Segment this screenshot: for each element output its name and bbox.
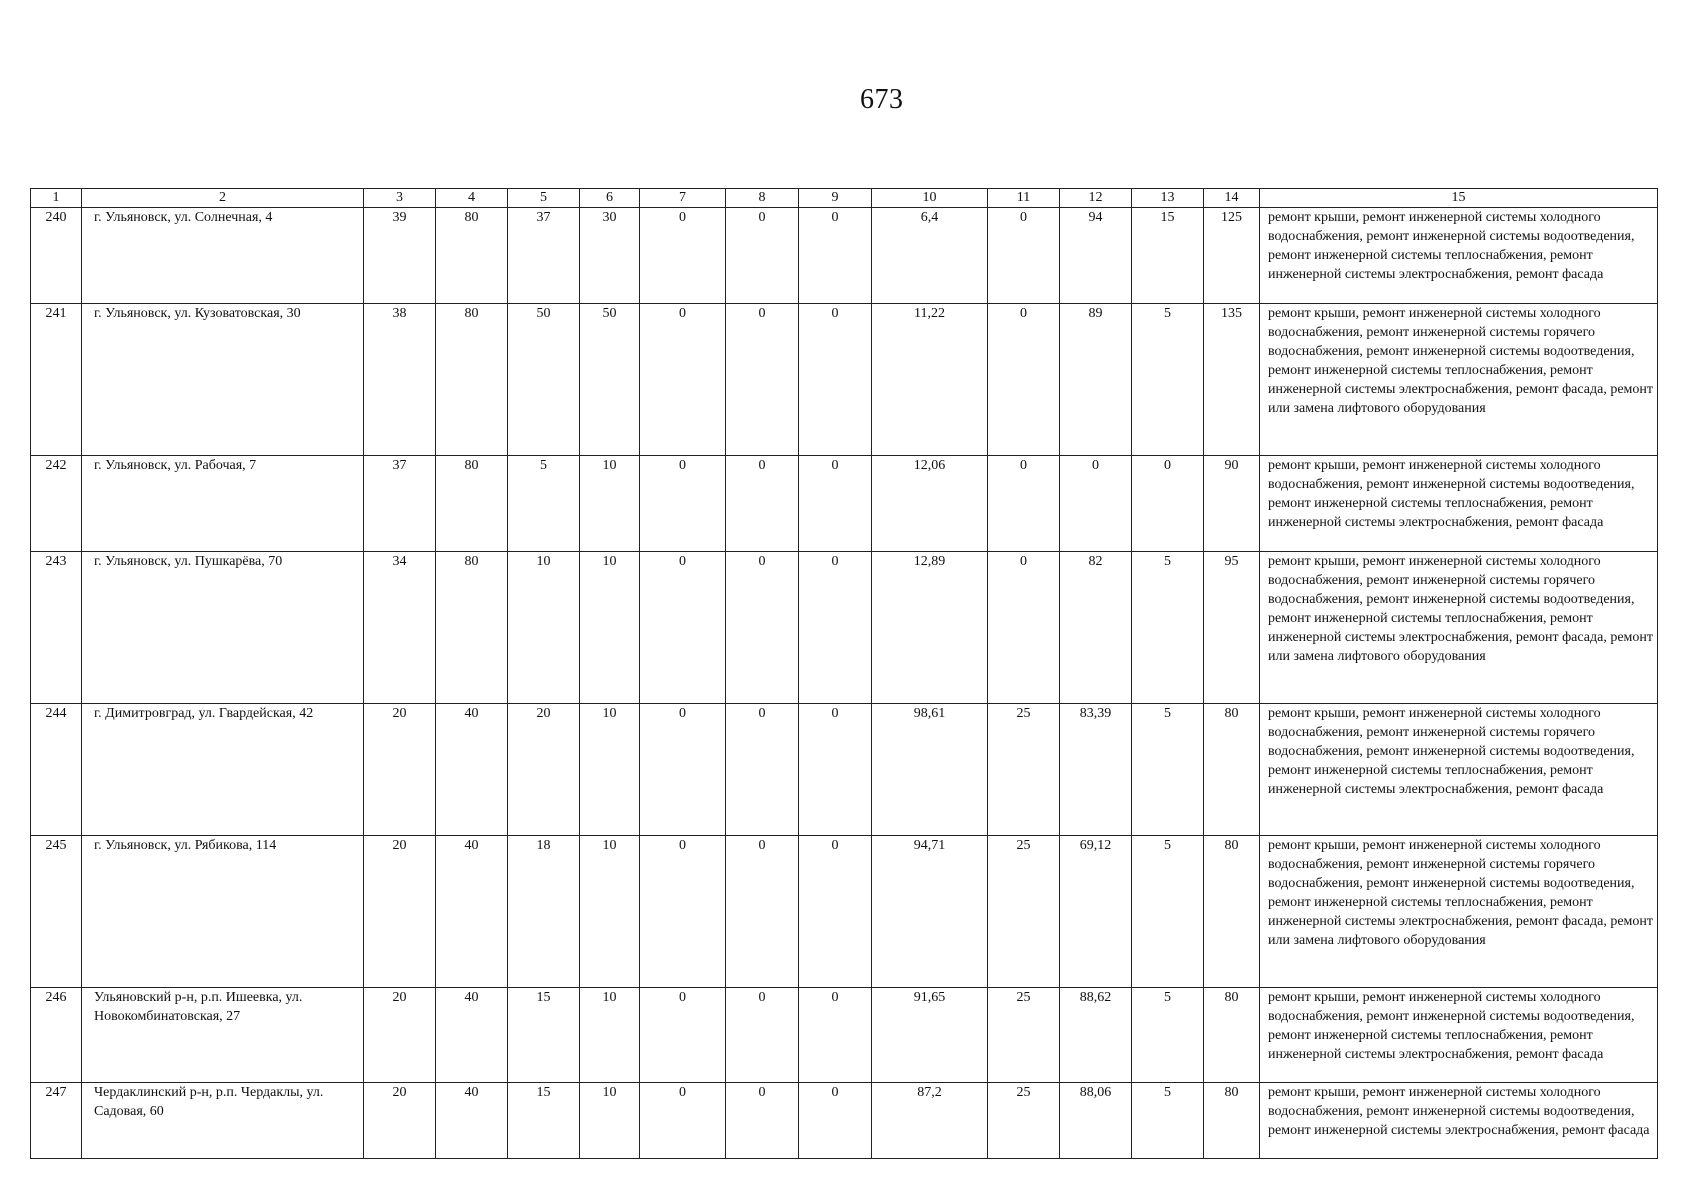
value-cell: 0 bbox=[640, 704, 726, 836]
value-cell: 10 bbox=[508, 552, 580, 704]
value-cell: 82 bbox=[1060, 552, 1132, 704]
row-number: 246 bbox=[31, 988, 82, 1083]
value-cell: 0 bbox=[640, 988, 726, 1083]
value-cell: 25 bbox=[988, 836, 1060, 988]
value-cell: 125 bbox=[1204, 208, 1260, 304]
address-cell: г. Ульяновск, ул. Солнечная, 4 bbox=[82, 208, 364, 304]
value-cell: 25 bbox=[988, 988, 1060, 1083]
address-cell: г. Ульяновск, ул. Рябикова, 114 bbox=[82, 836, 364, 988]
value-cell: 39 bbox=[364, 208, 436, 304]
value-cell: 0 bbox=[988, 552, 1060, 704]
value-cell: 15 bbox=[508, 988, 580, 1083]
table-row bbox=[31, 1083, 1658, 1159]
column-number-header-row bbox=[31, 189, 1658, 208]
works-cell: ремонт крыши, ремонт инженерной системы холодного водоснабжения, ремонт инженерной системы горячего водоснабжения, ремонт инженерной системы водоотведения, ремонт инженерной системы теплоснабжения, ремонт инженерной системы электроснабжения, ремонт фасада, ремонт или замена лифтового оборудования bbox=[1260, 836, 1658, 988]
column-header: 9 bbox=[799, 189, 872, 208]
value-cell: 0 bbox=[726, 552, 799, 704]
address-cell: г. Ульяновск, ул. Пушкарёва, 70 bbox=[82, 552, 364, 704]
value-cell: 5 bbox=[1132, 304, 1204, 456]
value-cell: 94,71 bbox=[872, 836, 988, 988]
value-cell: 40 bbox=[436, 704, 508, 836]
value-cell: 37 bbox=[508, 208, 580, 304]
works-cell: ремонт крыши, ремонт инженерной системы холодного водоснабжения, ремонт инженерной системы горячего водоснабжения, ремонт инженерной системы водоотведения, ремонт инженерной системы теплоснабжения, ремонт инженерной системы электроснабжения, ремонт фасада, ремонт или замена лифтового оборудования bbox=[1260, 552, 1658, 704]
value-cell: 0 bbox=[726, 456, 799, 552]
value-cell: 95 bbox=[1204, 552, 1260, 704]
value-cell: 37 bbox=[364, 456, 436, 552]
value-cell: 0 bbox=[799, 208, 872, 304]
value-cell: 20 bbox=[364, 1083, 436, 1159]
value-cell: 80 bbox=[436, 456, 508, 552]
value-cell: 80 bbox=[1204, 988, 1260, 1083]
column-header: 4 bbox=[436, 189, 508, 208]
works-cell: ремонт крыши, ремонт инженерной системы холодного водоснабжения, ремонт инженерной системы водоотведения, ремонт инженерной системы электроснабжения, ремонт фасада bbox=[1260, 1083, 1658, 1159]
value-cell: 20 bbox=[364, 704, 436, 836]
value-cell: 10 bbox=[580, 836, 640, 988]
row-number: 242 bbox=[31, 456, 82, 552]
column-header: 14 bbox=[1204, 189, 1260, 208]
column-header: 11 bbox=[988, 189, 1060, 208]
value-cell: 90 bbox=[1204, 456, 1260, 552]
value-cell: 10 bbox=[580, 552, 640, 704]
value-cell: 25 bbox=[988, 1083, 1060, 1159]
table-row bbox=[31, 304, 1658, 456]
value-cell: 40 bbox=[436, 836, 508, 988]
value-cell: 20 bbox=[364, 836, 436, 988]
value-cell: 80 bbox=[1204, 836, 1260, 988]
value-cell: 80 bbox=[1204, 1083, 1260, 1159]
address-cell: г. Ульяновск, ул. Кузоватовская, 30 bbox=[82, 304, 364, 456]
value-cell: 0 bbox=[726, 208, 799, 304]
repair-program-table bbox=[30, 188, 1658, 1159]
value-cell: 30 bbox=[580, 208, 640, 304]
value-cell: 5 bbox=[1132, 836, 1204, 988]
value-cell: 5 bbox=[1132, 988, 1204, 1083]
value-cell: 69,12 bbox=[1060, 836, 1132, 988]
table-row bbox=[31, 456, 1658, 552]
value-cell: 83,39 bbox=[1060, 704, 1132, 836]
value-cell: 11,22 bbox=[872, 304, 988, 456]
value-cell: 0 bbox=[799, 836, 872, 988]
value-cell: 98,61 bbox=[872, 704, 988, 836]
value-cell: 91,65 bbox=[872, 988, 988, 1083]
value-cell: 80 bbox=[436, 208, 508, 304]
works-cell: ремонт крыши, ремонт инженерной системы холодного водоснабжения, ремонт инженерной системы водоотведения, ремонт инженерной системы теплоснабжения, ремонт инженерной системы электроснабжения, ремонт фасада bbox=[1260, 988, 1658, 1083]
column-header: 15 bbox=[1260, 189, 1658, 208]
value-cell: 0 bbox=[726, 836, 799, 988]
value-cell: 20 bbox=[364, 988, 436, 1083]
value-cell: 135 bbox=[1204, 304, 1260, 456]
value-cell: 0 bbox=[1132, 456, 1204, 552]
value-cell: 5 bbox=[1132, 704, 1204, 836]
value-cell: 18 bbox=[508, 836, 580, 988]
table-row bbox=[31, 988, 1658, 1083]
value-cell: 87,2 bbox=[872, 1083, 988, 1159]
value-cell: 88,62 bbox=[1060, 988, 1132, 1083]
value-cell: 0 bbox=[726, 704, 799, 836]
value-cell: 10 bbox=[580, 456, 640, 552]
address-cell: г. Ульяновск, ул. Рабочая, 7 bbox=[82, 456, 364, 552]
table-row bbox=[31, 704, 1658, 836]
value-cell: 12,06 bbox=[872, 456, 988, 552]
value-cell: 12,89 bbox=[872, 552, 988, 704]
value-cell: 20 bbox=[508, 704, 580, 836]
table-row bbox=[31, 552, 1658, 704]
column-header: 12 bbox=[1060, 189, 1132, 208]
value-cell: 5 bbox=[1132, 1083, 1204, 1159]
value-cell: 5 bbox=[1132, 552, 1204, 704]
repair-program-table-wrap bbox=[30, 188, 1658, 1159]
value-cell: 80 bbox=[1204, 704, 1260, 836]
value-cell: 5 bbox=[508, 456, 580, 552]
value-cell: 25 bbox=[988, 704, 1060, 836]
row-number: 240 bbox=[31, 208, 82, 304]
value-cell: 0 bbox=[799, 1083, 872, 1159]
works-cell: ремонт крыши, ремонт инженерной системы холодного водоснабжения, ремонт инженерной системы водоотведения, ремонт инженерной системы теплоснабжения, ремонт инженерной системы электроснабжения, ремонт фасада bbox=[1260, 456, 1658, 552]
value-cell: 10 bbox=[580, 1083, 640, 1159]
table-row bbox=[31, 208, 1658, 304]
row-number: 241 bbox=[31, 304, 82, 456]
value-cell: 50 bbox=[508, 304, 580, 456]
value-cell: 50 bbox=[580, 304, 640, 456]
table-row bbox=[31, 836, 1658, 988]
row-number: 243 bbox=[31, 552, 82, 704]
row-number: 244 bbox=[31, 704, 82, 836]
value-cell: 15 bbox=[1132, 208, 1204, 304]
column-header: 1 bbox=[31, 189, 82, 208]
row-number: 245 bbox=[31, 836, 82, 988]
value-cell: 0 bbox=[640, 208, 726, 304]
value-cell: 10 bbox=[580, 704, 640, 836]
value-cell: 80 bbox=[436, 304, 508, 456]
value-cell: 40 bbox=[436, 1083, 508, 1159]
value-cell: 0 bbox=[988, 304, 1060, 456]
column-header: 2 bbox=[82, 189, 364, 208]
column-header: 7 bbox=[640, 189, 726, 208]
row-number: 247 bbox=[31, 1083, 82, 1159]
column-header: 8 bbox=[726, 189, 799, 208]
value-cell: 0 bbox=[640, 552, 726, 704]
value-cell: 15 bbox=[508, 1083, 580, 1159]
address-cell: Чердаклинский р-н, р.п. Чердаклы, ул. Садовая, 60 bbox=[82, 1083, 364, 1159]
value-cell: 0 bbox=[799, 304, 872, 456]
works-cell: ремонт крыши, ремонт инженерной системы холодного водоснабжения, ремонт инженерной системы водоотведения, ремонт инженерной системы теплоснабжения, ремонт инженерной системы электроснабжения, ремонт фасада bbox=[1260, 208, 1658, 304]
value-cell: 40 bbox=[436, 988, 508, 1083]
column-header: 10 bbox=[872, 189, 988, 208]
value-cell: 0 bbox=[799, 552, 872, 704]
value-cell: 0 bbox=[726, 304, 799, 456]
value-cell: 38 bbox=[364, 304, 436, 456]
works-cell: ремонт крыши, ремонт инженерной системы холодного водоснабжения, ремонт инженерной системы горячего водоснабжения, ремонт инженерной системы водоотведения, ремонт инженерной системы теплоснабжения, ремонт инженерной системы электроснабжения, ремонт фасада bbox=[1260, 704, 1658, 836]
value-cell: 0 bbox=[640, 1083, 726, 1159]
value-cell: 0 bbox=[799, 704, 872, 836]
column-header: 5 bbox=[508, 189, 580, 208]
address-cell: Ульяновский р-н, р.п. Ишеевка, ул. Новокомбинатовская, 27 bbox=[82, 988, 364, 1083]
value-cell: 0 bbox=[988, 208, 1060, 304]
column-header: 13 bbox=[1132, 189, 1204, 208]
value-cell: 34 bbox=[364, 552, 436, 704]
value-cell: 89 bbox=[1060, 304, 1132, 456]
value-cell: 10 bbox=[580, 988, 640, 1083]
value-cell: 0 bbox=[640, 304, 726, 456]
value-cell: 0 bbox=[799, 456, 872, 552]
address-cell: г. Димитровград, ул. Гвардейская, 42 bbox=[82, 704, 364, 836]
value-cell: 6,4 bbox=[872, 208, 988, 304]
works-cell: ремонт крыши, ремонт инженерной системы холодного водоснабжения, ремонт инженерной системы горячего водоснабжения, ремонт инженерной системы водоотведения, ремонт инженерной системы теплоснабжения, ремонт инженерной системы электроснабжения, ремонт фасада, ремонт или замена лифтового оборудования bbox=[1260, 304, 1658, 456]
value-cell: 88,06 bbox=[1060, 1083, 1132, 1159]
value-cell: 0 bbox=[640, 836, 726, 988]
value-cell: 0 bbox=[988, 456, 1060, 552]
page-number: 673 bbox=[860, 84, 904, 115]
value-cell: 0 bbox=[640, 456, 726, 552]
value-cell: 80 bbox=[436, 552, 508, 704]
column-header: 6 bbox=[580, 189, 640, 208]
value-cell: 0 bbox=[1060, 456, 1132, 552]
value-cell: 94 bbox=[1060, 208, 1132, 304]
value-cell: 0 bbox=[726, 1083, 799, 1159]
value-cell: 0 bbox=[726, 988, 799, 1083]
value-cell: 0 bbox=[799, 988, 872, 1083]
column-header: 3 bbox=[364, 189, 436, 208]
